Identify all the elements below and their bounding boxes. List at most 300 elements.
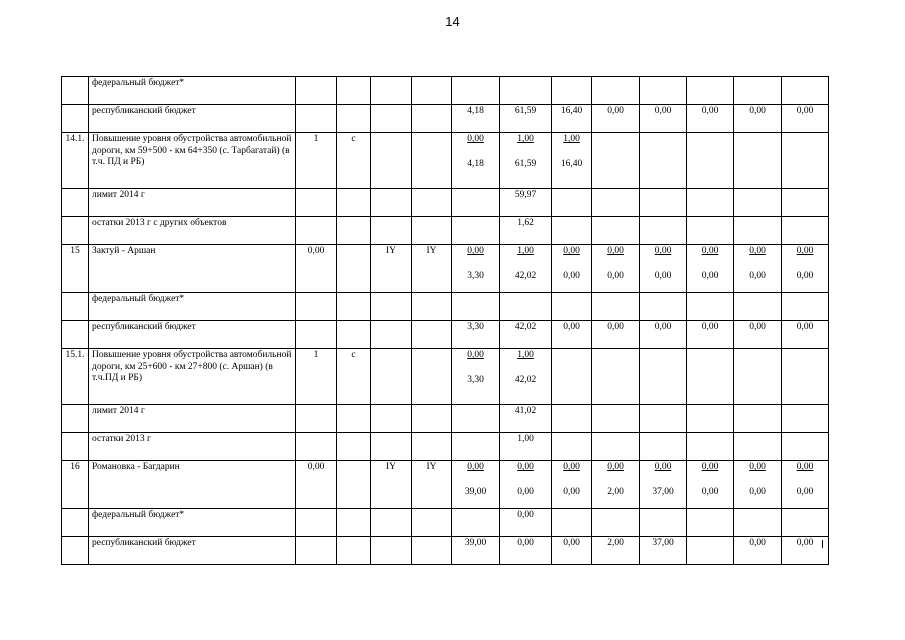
value-cell: [592, 217, 640, 245]
value-top: 0,00: [749, 462, 766, 472]
stage-start-cell-text: IY: [385, 462, 397, 472]
value-cell: [734, 433, 782, 461]
row-number: [62, 537, 89, 565]
value-cell: [452, 509, 500, 537]
value-cell: [552, 349, 592, 405]
value-cell: [552, 537, 592, 565]
stage-start-cell: [371, 133, 412, 189]
table-row: [62, 433, 830, 461]
value-top: 1,00: [517, 134, 534, 144]
value-cell: [552, 509, 592, 537]
value-cell: [640, 245, 687, 293]
unit-cell: [337, 133, 371, 189]
value-text: 0,00: [749, 106, 766, 116]
row-number: [62, 245, 89, 293]
value-cell: [452, 77, 500, 105]
value-cell: [452, 405, 500, 433]
value-top: 0,00: [701, 462, 719, 472]
value-cell: [592, 105, 640, 133]
stage-end-cell: [412, 537, 452, 565]
value-text: 0,00: [796, 106, 814, 116]
quantity-cell: [296, 189, 337, 217]
value-text: 0,00: [701, 106, 719, 116]
quantity-cell: [296, 245, 337, 293]
stage-end-cell: [412, 217, 452, 245]
value-text: 0,00: [701, 322, 719, 332]
stage-start-cell: [371, 461, 412, 509]
value-top: 0,00: [467, 134, 484, 144]
table-row: [62, 245, 830, 293]
value-top: 1,00: [517, 246, 534, 256]
row-name-text: федеральный бюджет*: [92, 294, 185, 304]
value-cell: [782, 509, 829, 537]
value-cell: [782, 321, 829, 349]
value-cell: [552, 293, 592, 321]
stage-end-cell: [412, 349, 452, 405]
stage-end-cell: [412, 405, 452, 433]
value-cell: [829, 349, 830, 405]
value-cell: [734, 293, 782, 321]
row-name-text: остатки 2013 г с других объектов: [92, 218, 227, 228]
stage-end-cell: [412, 105, 452, 133]
value-bottom: 2,00: [607, 486, 624, 497]
stage-start-cell: [371, 537, 412, 565]
row-name-text: Зактуй - Аршан: [92, 246, 156, 256]
value-cell: [640, 321, 687, 349]
value-cell: [687, 293, 734, 321]
row-number: [62, 461, 89, 509]
value-top: 0,00: [607, 462, 624, 472]
value-cell: [829, 509, 830, 537]
value-cell: [640, 133, 687, 189]
page-number: 14: [445, 14, 460, 29]
value-cell: [687, 133, 734, 189]
value-top: 0,00: [796, 462, 814, 472]
value-cell: [734, 349, 782, 405]
value-bottom: 0,00: [563, 486, 580, 497]
value-cell: [687, 461, 734, 509]
value-cell: [640, 509, 687, 537]
value-cell: [640, 461, 687, 509]
value-cell: [592, 245, 640, 293]
value-top: 0,00: [563, 246, 580, 256]
quantity-cell: [296, 349, 337, 405]
value-bottom: 42,02: [514, 374, 537, 385]
value-cell: [782, 77, 829, 105]
value-cell: [500, 537, 552, 565]
value-top: 0,00: [517, 462, 534, 472]
stage-end-cell: [412, 433, 452, 461]
value-cell: [829, 537, 830, 565]
value-cell: [829, 461, 830, 509]
row-name: [89, 509, 296, 537]
value-text: 4,18: [467, 106, 484, 116]
unit-cell-text: с: [351, 134, 356, 144]
value-top: 0,00: [701, 246, 719, 256]
stage-start-cell: [371, 509, 412, 537]
stage-end-cell: [412, 133, 452, 189]
value-cell: [782, 349, 829, 405]
value-text: 0,00: [517, 538, 534, 548]
value-cell: [452, 293, 500, 321]
table-right-edge-fragment: [822, 540, 823, 548]
value-cell: [734, 509, 782, 537]
value-text: 0,00: [796, 538, 814, 548]
value-cell: [687, 77, 734, 105]
value-text: 1,00: [517, 434, 534, 444]
value-cell: [500, 217, 552, 245]
row-name: [89, 245, 296, 293]
value-cell: [592, 293, 640, 321]
row-number: [62, 321, 89, 349]
value-cell: [500, 105, 552, 133]
unit-cell: [337, 321, 371, 349]
unit-cell: [337, 245, 371, 293]
value-text: 0,00: [607, 106, 624, 116]
value-cell: [829, 217, 830, 245]
value-cell: [687, 245, 734, 293]
row-number: [62, 293, 89, 321]
value-text: 0,00: [517, 510, 534, 520]
value-text: 37,00: [652, 538, 674, 548]
value-cell: [640, 537, 687, 565]
value-cell: [552, 133, 592, 189]
quantity-cell: [296, 509, 337, 537]
stage-end-cell: [412, 321, 452, 349]
value-top: 0,00: [749, 246, 766, 256]
value-cell: [452, 189, 500, 217]
value-cell: [687, 217, 734, 245]
value-cell: [500, 133, 552, 189]
value-cell: [500, 321, 552, 349]
quantity-cell-text: 0,00: [307, 246, 325, 256]
unit-cell: [337, 77, 371, 105]
value-cell: [552, 77, 592, 105]
value-cell: [592, 509, 640, 537]
value-cell: [734, 77, 782, 105]
value-bottom: 0,00: [517, 486, 534, 497]
row-number: [62, 133, 89, 189]
quantity-cell: [296, 105, 337, 133]
value-cell: [640, 293, 687, 321]
value-cell: [734, 321, 782, 349]
stage-start-cell: [371, 217, 412, 245]
value-text: 42,02: [514, 322, 537, 332]
value-bottom: 39,00: [464, 486, 487, 497]
table-row: [62, 461, 830, 509]
unit-cell-text: с: [351, 350, 356, 360]
value-cell: [452, 349, 500, 405]
row-name: [89, 217, 296, 245]
unit-cell: [337, 433, 371, 461]
row-name: [89, 105, 296, 133]
value-cell: [687, 349, 734, 405]
unit-cell: [337, 105, 371, 133]
value-bottom: 37,00: [652, 486, 674, 497]
value-cell: [734, 217, 782, 245]
value-text: 2,00: [607, 538, 624, 548]
table-row: [62, 293, 830, 321]
value-text: 59,97: [514, 190, 537, 200]
value-bottom: 3,30: [467, 270, 484, 281]
value-cell: [734, 133, 782, 189]
row-name-text: федеральный бюджет*: [92, 510, 185, 520]
value-top: 0,00: [467, 350, 484, 360]
stage-end-cell: [412, 461, 452, 509]
value-bottom: 0,00: [796, 486, 814, 497]
value-top: 0,00: [654, 462, 672, 472]
value-cell: [552, 433, 592, 461]
quantity-cell: [296, 293, 337, 321]
value-cell: [734, 537, 782, 565]
quantity-cell-text: 1: [313, 350, 319, 360]
value-top: 1,00: [517, 350, 534, 360]
unit-cell: [337, 293, 371, 321]
value-top: 0,00: [796, 246, 814, 256]
value-cell: [592, 189, 640, 217]
value-bottom: 0,00: [749, 486, 766, 497]
stage-end-cell: [412, 189, 452, 217]
value-cell: [452, 217, 500, 245]
quantity-cell-text: 1: [313, 134, 319, 144]
value-cell: [552, 461, 592, 509]
row-name: [89, 321, 296, 349]
quantity-cell: [296, 405, 337, 433]
value-bottom: 3,30: [467, 374, 484, 385]
stage-start-cell: [371, 105, 412, 133]
value-bottom: 0,00: [607, 270, 624, 281]
quantity-cell-text: 0,00: [307, 462, 325, 472]
row-name: [89, 537, 296, 565]
value-cell: [640, 77, 687, 105]
value-top: 0,00: [607, 246, 624, 256]
value-cell: [640, 405, 687, 433]
value-cell: [592, 537, 640, 565]
row-name-text: Повышение уровня обустройства автомобильной дороги, км 25+600 - км 27+800 (с. Аршан) (в т.ч.ПД и РБ): [92, 350, 292, 383]
value-cell: [782, 293, 829, 321]
value-cell: [452, 133, 500, 189]
value-cell: [552, 217, 592, 245]
value-text: 1,62: [517, 218, 534, 228]
table-row: [62, 405, 830, 433]
value-cell: [782, 433, 829, 461]
row-name: [89, 189, 296, 217]
unit-cell: [337, 461, 371, 509]
row-name-text: республиканский бюджет: [92, 322, 196, 332]
value-cell: [829, 189, 830, 217]
stage-end-cell: [412, 77, 452, 105]
value-cell: [640, 349, 687, 405]
value-cell: [687, 509, 734, 537]
value-cell: [687, 189, 734, 217]
value-cell: [734, 245, 782, 293]
row-name: [89, 349, 296, 405]
row-name-text: федеральный бюджет*: [92, 78, 185, 88]
row-number: [62, 217, 89, 245]
value-cell: [782, 217, 829, 245]
value-cell: [640, 105, 687, 133]
value-cell: [500, 189, 552, 217]
value-cell: [552, 105, 592, 133]
value-bottom: 0,00: [701, 486, 719, 497]
row-number-text: 14.1.: [65, 134, 85, 144]
table-row: [62, 77, 830, 105]
row-name-text: Повышение уровня обустройства автомобильной дороги, км 59+500 - км 64+350 (с. Тарбагатай) (в т.ч. ПД и РБ): [92, 134, 292, 167]
value-cell: [734, 461, 782, 509]
value-text: 41,02: [514, 406, 537, 416]
value-cell: [687, 321, 734, 349]
value-cell: [829, 245, 830, 293]
value-cell: [500, 293, 552, 321]
value-cell: [829, 77, 830, 105]
value-cell: [592, 77, 640, 105]
quantity-cell: [296, 461, 337, 509]
unit-cell: [337, 217, 371, 245]
value-cell: [452, 433, 500, 461]
value-cell: [452, 461, 500, 509]
value-bottom: 42,02: [514, 270, 537, 281]
value-bottom: 0,00: [701, 270, 719, 281]
stage-start-cell: [371, 433, 412, 461]
row-name-text: республиканский бюджет: [92, 538, 196, 548]
row-name: [89, 405, 296, 433]
value-cell: [782, 245, 829, 293]
row-number: [62, 433, 89, 461]
row-name: [89, 133, 296, 189]
unit-cell: [337, 349, 371, 405]
value-text: 3,30: [467, 322, 484, 332]
value-bottom: 0,00: [563, 270, 580, 281]
row-number: [62, 77, 89, 105]
value-cell: [640, 189, 687, 217]
row-name-text: республиканский бюджет: [92, 106, 196, 116]
value-cell: [687, 105, 734, 133]
row-name: [89, 461, 296, 509]
stage-end-cell-text: IY: [426, 462, 437, 472]
row-name: [89, 77, 296, 105]
row-number: [62, 405, 89, 433]
stage-start-cell: [371, 189, 412, 217]
value-text: 0,00: [563, 538, 580, 548]
row-name: [89, 433, 296, 461]
row-number: [62, 509, 89, 537]
quantity-cell: [296, 537, 337, 565]
value-cell: [500, 405, 552, 433]
value-text: 16,40: [560, 106, 583, 116]
value-cell: [829, 321, 830, 349]
table-row: [62, 133, 830, 189]
value-cell: [592, 461, 640, 509]
quantity-cell: [296, 133, 337, 189]
stage-start-cell: [371, 77, 412, 105]
value-top: 0,00: [563, 462, 580, 472]
stage-start-cell-text: IY: [385, 246, 397, 256]
value-cell: [552, 245, 592, 293]
stage-start-cell: [371, 245, 412, 293]
value-cell: [592, 321, 640, 349]
stage-start-cell: [371, 293, 412, 321]
value-cell: [640, 217, 687, 245]
value-cell: [687, 433, 734, 461]
value-cell: [592, 349, 640, 405]
quantity-cell: [296, 433, 337, 461]
value-top: 0,00: [654, 246, 672, 256]
unit-cell: [337, 189, 371, 217]
value-text: 0,00: [654, 322, 672, 332]
value-top: 1,00: [563, 134, 580, 144]
row-number-text: 15: [70, 246, 80, 256]
stage-end-cell: [412, 245, 452, 293]
value-text: 0,00: [607, 322, 624, 332]
table-row: [62, 217, 830, 245]
row-number-text: 15.1.: [65, 350, 85, 360]
stage-end-cell: [412, 509, 452, 537]
value-cell: [829, 433, 830, 461]
unit-cell: [337, 509, 371, 537]
value-cell: [500, 461, 552, 509]
value-cell: [829, 105, 830, 133]
row-name-text: Романовка - Багдарин: [92, 462, 180, 472]
value-cell: [452, 105, 500, 133]
row-number-text: 16: [70, 462, 80, 472]
stage-end-cell-text: IY: [426, 246, 437, 256]
value-text: 0,00: [654, 106, 672, 116]
value-cell: [592, 433, 640, 461]
value-cell: [552, 189, 592, 217]
value-text: 0,00: [749, 538, 766, 548]
row-number: [62, 349, 89, 405]
table-row: [62, 537, 830, 565]
stage-start-cell: [371, 405, 412, 433]
value-text: 0,00: [796, 322, 814, 332]
value-cell: [500, 509, 552, 537]
row-number: [62, 105, 89, 133]
value-cell: [552, 405, 592, 433]
row-name-text: остатки 2013 г: [92, 434, 151, 444]
row-name-text: лимит 2014 г: [92, 190, 145, 200]
value-top: 0,00: [467, 246, 484, 256]
value-cell: [734, 105, 782, 133]
value-cell: [592, 405, 640, 433]
value-cell: [829, 133, 830, 189]
value-bottom: 16,40: [560, 158, 583, 169]
value-text: 0,00: [563, 322, 580, 332]
value-cell: [829, 293, 830, 321]
value-bottom: 0,00: [654, 270, 672, 281]
value-cell: [552, 321, 592, 349]
row-name-text: лимит 2014 г: [92, 406, 145, 416]
value-cell: [782, 133, 829, 189]
value-cell: [500, 433, 552, 461]
value-cell: [452, 537, 500, 565]
value-text: 0,00: [749, 322, 766, 332]
value-cell: [500, 245, 552, 293]
quantity-cell: [296, 321, 337, 349]
value-cell: [782, 189, 829, 217]
value-cell: [782, 405, 829, 433]
value-cell: [640, 433, 687, 461]
value-bottom: 4,18: [467, 158, 484, 169]
table-row: [62, 321, 830, 349]
unit-cell: [337, 537, 371, 565]
value-cell: [452, 321, 500, 349]
value-cell: [592, 133, 640, 189]
stage-end-cell: [412, 293, 452, 321]
budget-table: [61, 76, 829, 565]
value-cell: [500, 349, 552, 405]
stage-start-cell: [371, 321, 412, 349]
value-cell: [734, 189, 782, 217]
